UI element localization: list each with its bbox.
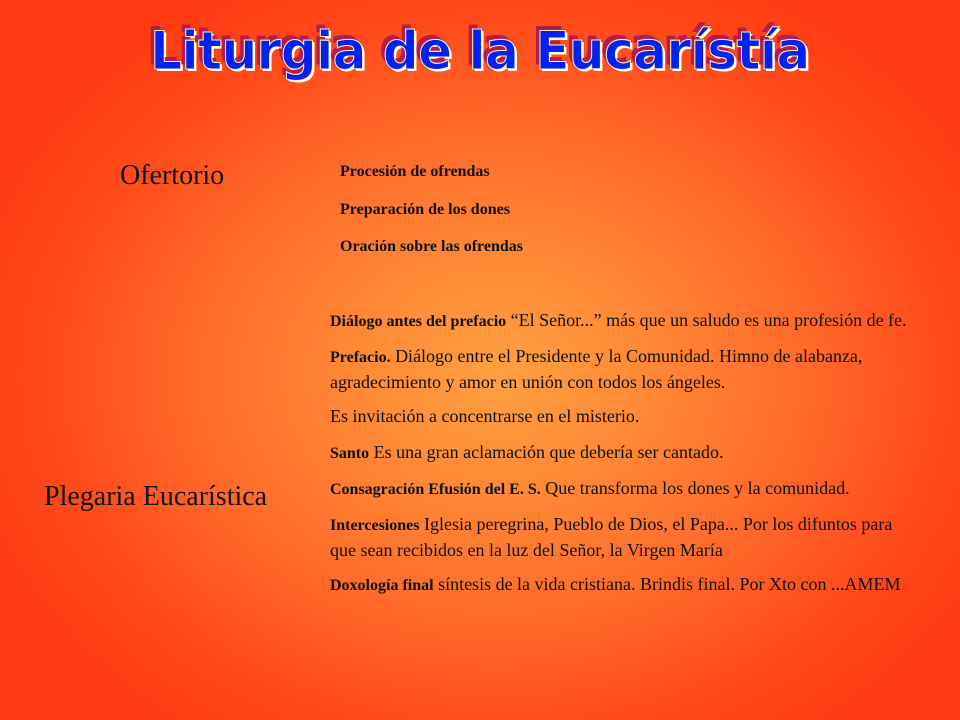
plegaria-item-term: Intercesiones: [330, 517, 420, 534]
plegaria-item-text: Iglesia peregrina, Pueblo de Dios, el Papa... Por los difuntos para que sean recibidos en la luz del Señor, la Virgen María: [330, 514, 893, 560]
title-banner: [0, 22, 960, 80]
plegaria-item-term: Santo: [330, 445, 370, 462]
plegaria-heading: Plegaria Eucarística: [44, 481, 268, 512]
plegaria-item: [330, 512, 920, 562]
plegaria-item: [330, 440, 920, 466]
plegaria-item-text: Que transforma los dones y la comunidad.: [540, 478, 850, 498]
plegaria-item: [330, 404, 920, 430]
plegaria-item: [330, 308, 920, 334]
ofertorio-item: Preparación de los dones: [340, 200, 510, 218]
plegaria-item-text: Es invitación a concentrarse en el misterio.: [330, 406, 640, 426]
plegaria-item-text: “El Señor...” más que un saludo es una profesión de fe.: [506, 310, 907, 330]
plegaria-item-text: síntesis de la vida cristiana. Brindis final. Por Xto con ...AMEM: [433, 574, 901, 594]
plegaria-item-term: Diálogo antes del prefacio: [330, 313, 507, 330]
plegaria-item-text: Diálogo entre el Presidente y la Comunidad. Himno de alabanza, agradecimiento y amor en unión con todos los ángeles.: [330, 346, 863, 392]
plegaria-item: [330, 476, 920, 502]
ofertorio-heading: Ofertorio: [120, 160, 225, 191]
plegaria-list: [330, 308, 920, 608]
plegaria-item-term: Prefacio.: [330, 349, 391, 366]
plegaria-item-term: Consagración Efusión del E. S.: [330, 481, 541, 498]
ofertorio-item: Oración sobre las ofrendas: [340, 238, 523, 255]
ofertorio-item: Procesión de ofrendas: [340, 163, 490, 180]
plegaria-item: [330, 344, 920, 394]
plegaria-item: [330, 572, 920, 598]
plegaria-item-text: Es una gran aclamación que debería ser cantado.: [369, 442, 724, 462]
ofertorio-list: [340, 160, 523, 273]
slide-title: Liturgia de la Eucarístía: [150, 20, 810, 82]
plegaria-item-term: Doxología final: [330, 577, 434, 594]
